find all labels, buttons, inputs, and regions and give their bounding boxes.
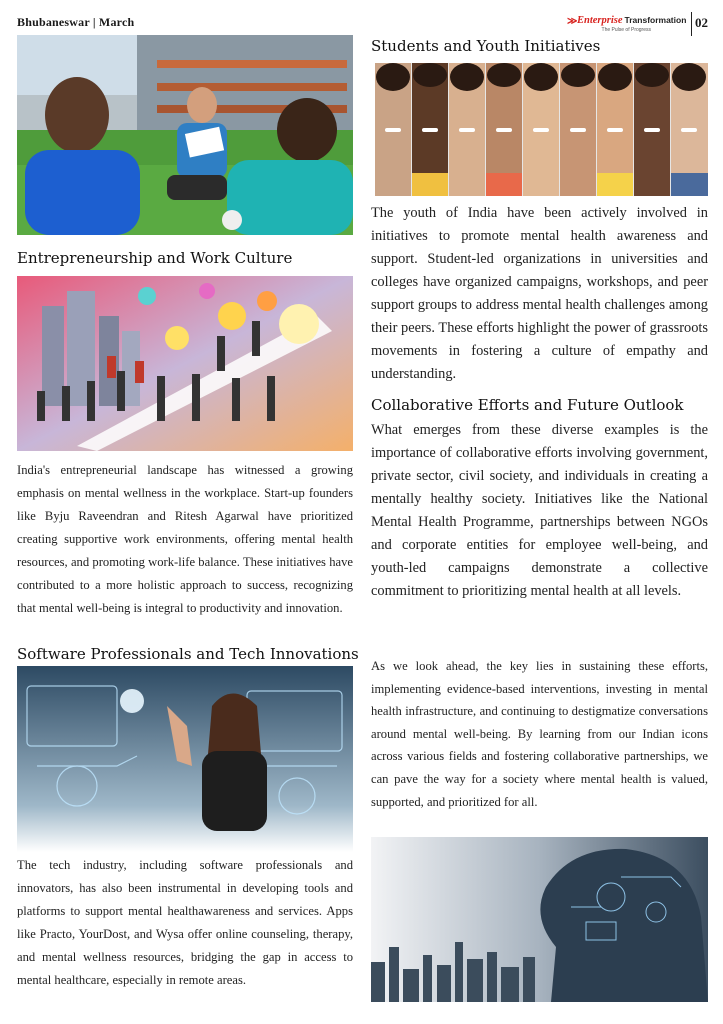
paragraph-collaborative-efforts: What emerges from these diverse examples is the importance of collaborative efforts involving government, private sector, civil society, and individuals in creating a mentally healthy society. Initiatives like the National Mental Health Programme, partnerships between NGOs and corporate entities for employee well-being, and youth-led campaigns demonstrate a collective commitment to prioritizing mental health at all levels. [371,422,708,599]
photo-coach-with-children [17,35,353,235]
heading-entrepreneurship: Entrepreneurship and Work Culture [17,249,293,267]
heading-software-professionals: Software Professionals and Tech Innovations [17,645,359,663]
paragraph-future-outlook: As we look ahead, the key lies in sustaining these efforts, implementing evidence-based interventions, investing in mental health infrastructure, and continuing to destigmatize conversations around mental well-being. By learning from our Indian icons across various fields and fostering collaborative partnerships, we can pave the way for a society where mental health is valued, supported, and prioritized for all. [371,659,708,809]
paragraph-entrepreneurship: India's entrepreneurial landscape has witnessed a growing emphasis on mental wellness in the workplace. Start-up founders like Byju Raveendran and Ritesh Agarwal have prioritized creating supportive work environments, offering mental health resources, and promoting work-life balance. These initiatives have contributed to a more holistic approach to success, recognizing that mental well-being is integral to productivity and innovation. [17,463,353,615]
photo-youth-faces-collage [375,63,708,196]
heading-students-youth: Students and Youth Initiatives [371,37,601,55]
heading-collaborative-efforts: Collaborative Efforts and Future Outlook [371,396,684,414]
header-divider [691,12,692,36]
paragraph-software-professionals: The tech industry, including software professionals and innovators, has also been instrumental in developing tools and platforms to support mental healthawareness and services. Apps like Practo, YourDost, and Wysa offer online counseling, therapy, and mental wellness resources, bridging the gap in access to mental healthcare, especially in remote areas. [17,858,353,987]
brand-tagline: The Pulse of Progress [601,27,651,33]
brand-mark-icon: ≫ [567,16,578,27]
location-date: Bhubaneswar | March [17,15,135,29]
illustration-entrepreneurs-climbing [17,276,353,451]
photo-digital-head-city-skyline [371,837,708,1002]
brand-name-2: Transformation [624,15,687,25]
brand-name-1: Enterprise [577,15,623,26]
photo-woman-tech-interface [17,666,353,852]
brand-logo [567,15,691,33]
page-number: 02 [695,15,708,30]
paragraph-students-youth: The youth of India have been actively involved in initiatives to promote mental health awareness and support. Student-led organizations in universities and colleges have organized campaigns, workshops, and peer support groups to address mental health challenges among their peers. These efforts highlight the power of grassroots movements in fostering a culture of empathy and understanding. [371,205,708,382]
